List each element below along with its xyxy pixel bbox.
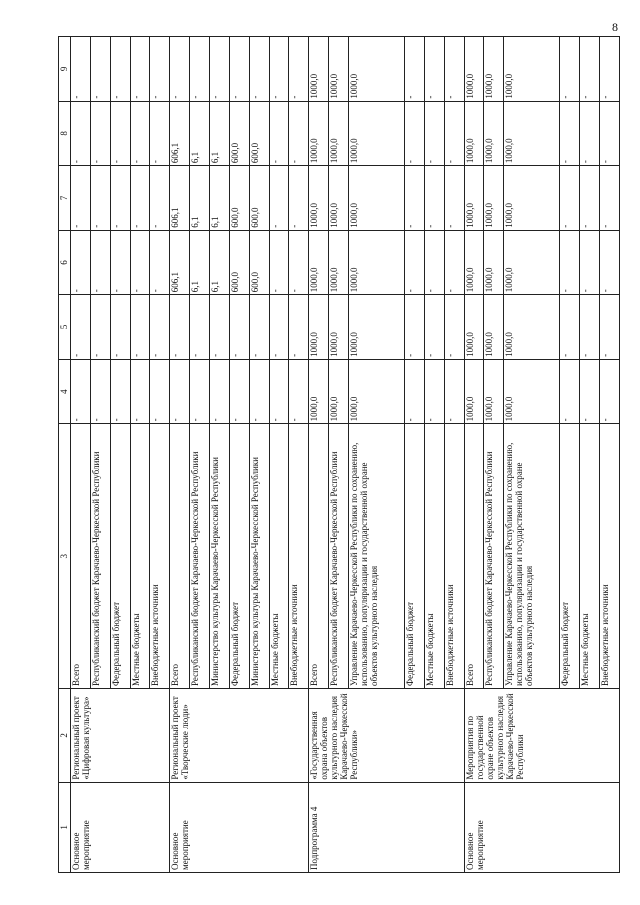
amount-cell: -: [71, 166, 91, 231]
funding-source-label: Внебюджетные источники: [150, 424, 170, 689]
amount-cell: 1000,0: [484, 37, 504, 102]
amount-cell: 1000,0: [349, 37, 405, 102]
funding-source-label: Федеральный бюджет: [405, 424, 425, 689]
col-header: 3: [59, 424, 71, 689]
funding-source-label: Республиканский бюджет Карачаево-Черкесской Республики: [190, 424, 210, 689]
amount-cell: -: [580, 101, 600, 166]
amount-cell: 6,1: [210, 166, 230, 231]
amount-cell: -: [289, 37, 309, 102]
amount-cell: -: [560, 230, 580, 295]
amount-cell: 1000,0: [329, 101, 349, 166]
amount-cell: 1000,0: [349, 101, 405, 166]
amount-cell: -: [71, 295, 91, 360]
row-group-name: Региональный проект «Творческие люди»: [170, 689, 309, 783]
amount-cell: -: [249, 359, 269, 424]
funding-source-label: Внебюджетные источники: [289, 424, 309, 689]
amount-cell: -: [560, 101, 580, 166]
amount-cell: 1000,0: [484, 359, 504, 424]
amount-cell: -: [424, 101, 444, 166]
amount-cell: -: [269, 230, 289, 295]
amount-cell: 600,0: [229, 230, 249, 295]
funding-source-label: Всего: [170, 424, 190, 689]
amount-cell: -: [560, 37, 580, 102]
amount-cell: 1000,0: [349, 166, 405, 231]
amount-cell: -: [90, 101, 110, 166]
amount-cell: -: [110, 37, 130, 102]
amount-cell: 606,1: [170, 230, 190, 295]
amount-cell: -: [110, 166, 130, 231]
amount-cell: -: [289, 359, 309, 424]
amount-cell: -: [405, 359, 425, 424]
amount-cell: -: [599, 166, 619, 231]
col-header: 8: [59, 101, 71, 166]
funding-source-label: Федеральный бюджет: [110, 424, 130, 689]
header-row: [59, 37, 71, 873]
amount-cell: -: [170, 295, 190, 360]
row-group-name: Мероприятия по государственной охране объектов культурного наследия Карачаево-Черкесской Республики: [464, 689, 619, 783]
amount-cell: 1000,0: [504, 230, 560, 295]
amount-cell: -: [560, 166, 580, 231]
amount-cell: -: [289, 101, 309, 166]
amount-cell: -: [190, 37, 210, 102]
amount-cell: -: [150, 37, 170, 102]
amount-cell: 1000,0: [349, 230, 405, 295]
row-group-type: Основное мероприятие: [464, 782, 619, 872]
amount-cell: 1000,0: [349, 359, 405, 424]
amount-cell: -: [269, 359, 289, 424]
amount-cell: -: [269, 166, 289, 231]
amount-cell: 1000,0: [329, 37, 349, 102]
amount-cell: -: [249, 295, 269, 360]
funding-source-label: Местные бюджеты: [580, 424, 600, 689]
amount-cell: -: [580, 359, 600, 424]
amount-cell: -: [444, 295, 464, 360]
amount-cell: 600,0: [229, 166, 249, 231]
funding-source-label: Всего: [309, 424, 329, 689]
amount-cell: -: [90, 359, 110, 424]
funding-source-label: Федеральный бюджет: [229, 424, 249, 689]
table-row: [464, 37, 484, 873]
amount-cell: -: [560, 359, 580, 424]
amount-cell: -: [580, 295, 600, 360]
amount-cell: -: [405, 166, 425, 231]
amount-cell: -: [599, 101, 619, 166]
amount-cell: -: [444, 359, 464, 424]
row-group-type: Основное мероприятие: [170, 782, 309, 872]
amount-cell: 1000,0: [309, 295, 329, 360]
amount-cell: -: [580, 230, 600, 295]
amount-cell: -: [210, 37, 230, 102]
amount-cell: 1000,0: [464, 101, 484, 166]
page-number: 8: [612, 20, 618, 34]
amount-cell: 1000,0: [464, 166, 484, 231]
row-group-name: «Государственная охрана объектов культурного наследия Карачаево-Черкесской Республики»: [309, 689, 464, 783]
amount-cell: -: [90, 166, 110, 231]
amount-cell: -: [210, 359, 230, 424]
amount-cell: -: [560, 295, 580, 360]
amount-cell: 606,1: [170, 101, 190, 166]
amount-cell: -: [229, 295, 249, 360]
amount-cell: 1000,0: [464, 37, 484, 102]
amount-cell: -: [289, 166, 309, 231]
amount-cell: 1000,0: [464, 359, 484, 424]
col-header: 6: [59, 230, 71, 295]
amount-cell: -: [599, 230, 619, 295]
amount-cell: -: [424, 166, 444, 231]
amount-cell: -: [249, 37, 269, 102]
amount-cell: 6,1: [210, 101, 230, 166]
table-row: [71, 37, 91, 873]
amount-cell: 1000,0: [504, 359, 560, 424]
amount-cell: 606,1: [170, 166, 190, 231]
funding-source-label: Министерство культуры Карачаево-Черкесской Республики: [210, 424, 230, 689]
amount-cell: -: [170, 359, 190, 424]
amount-cell: -: [210, 295, 230, 360]
amount-cell: -: [444, 166, 464, 231]
amount-cell: -: [150, 101, 170, 166]
amount-cell: -: [170, 37, 190, 102]
amount-cell: -: [71, 101, 91, 166]
amount-cell: -: [424, 359, 444, 424]
amount-cell: -: [424, 37, 444, 102]
col-header: 4: [59, 359, 71, 424]
col-header: 7: [59, 166, 71, 231]
funding-source-label: Министерство культуры Карачаево-Черкесской Республики: [249, 424, 269, 689]
amount-cell: -: [580, 37, 600, 102]
funding-source-label: Управление Карачаево-Черкесской Республики по сохранению, использованию, популяризации и государственной охране объектов культурного наследия: [504, 424, 560, 689]
amount-cell: 600,0: [249, 230, 269, 295]
funding-source-label: Всего: [464, 424, 484, 689]
amount-cell: -: [269, 295, 289, 360]
amount-cell: 1000,0: [309, 37, 329, 102]
amount-cell: -: [444, 230, 464, 295]
table-row: [170, 37, 190, 873]
amount-cell: 1000,0: [309, 166, 329, 231]
row-group-type: Основное мероприятие: [71, 782, 170, 872]
amount-cell: -: [90, 230, 110, 295]
funding-source-label: Местные бюджеты: [269, 424, 289, 689]
amount-cell: 1000,0: [504, 166, 560, 231]
amount-cell: 600,0: [249, 101, 269, 166]
amount-cell: 1000,0: [329, 359, 349, 424]
col-header: 5: [59, 295, 71, 360]
amount-cell: -: [405, 37, 425, 102]
amount-cell: -: [110, 230, 130, 295]
amount-cell: 1000,0: [504, 37, 560, 102]
amount-cell: 1000,0: [349, 295, 405, 360]
amount-cell: -: [229, 37, 249, 102]
amount-cell: 1000,0: [484, 230, 504, 295]
amount-cell: -: [580, 166, 600, 231]
amount-cell: 6,1: [190, 166, 210, 231]
funding-source-label: Республиканский бюджет Карачаево-Черкесской Республики: [90, 424, 110, 689]
amount-cell: -: [269, 37, 289, 102]
amount-cell: 1000,0: [464, 295, 484, 360]
amount-cell: -: [405, 230, 425, 295]
table-row: [309, 37, 329, 873]
amount-cell: -: [190, 359, 210, 424]
amount-cell: 600,0: [249, 166, 269, 231]
amount-cell: -: [130, 295, 150, 360]
col-header: 1: [59, 782, 71, 872]
funding-source-label: Республиканский бюджет Карачаево-Черкесской Республики: [329, 424, 349, 689]
amount-cell: -: [289, 230, 309, 295]
row-group-name: Региональный проект «Цифровая культура»: [71, 689, 170, 783]
amount-cell: -: [130, 166, 150, 231]
funding-source-label: Внебюджетные источники: [599, 424, 619, 689]
amount-cell: 1000,0: [309, 101, 329, 166]
funding-source-label: Республиканский бюджет Карачаево-Черкесской Республики: [484, 424, 504, 689]
amount-cell: 1000,0: [464, 230, 484, 295]
amount-cell: -: [150, 230, 170, 295]
amount-cell: 1000,0: [329, 166, 349, 231]
amount-cell: -: [71, 230, 91, 295]
amount-cell: -: [599, 295, 619, 360]
row-group-type: Подпрограмма 4: [309, 782, 464, 872]
amount-cell: 1000,0: [484, 295, 504, 360]
amount-cell: -: [150, 359, 170, 424]
amount-cell: -: [90, 37, 110, 102]
amount-cell: 6,1: [190, 101, 210, 166]
amount-cell: -: [90, 295, 110, 360]
amount-cell: 600,0: [229, 101, 249, 166]
amount-cell: 1000,0: [309, 230, 329, 295]
col-header: 2: [59, 689, 71, 783]
amount-cell: -: [599, 359, 619, 424]
amount-cell: 1000,0: [504, 295, 560, 360]
funding-source-label: Внебюджетные источники: [444, 424, 464, 689]
amount-cell: 1000,0: [504, 101, 560, 166]
amount-cell: 1000,0: [329, 295, 349, 360]
amount-cell: 1000,0: [484, 166, 504, 231]
amount-cell: -: [405, 295, 425, 360]
amount-cell: -: [405, 101, 425, 166]
funding-source-label: Местные бюджеты: [130, 424, 150, 689]
amount-cell: -: [190, 295, 210, 360]
amount-cell: -: [110, 359, 130, 424]
amount-cell: -: [424, 295, 444, 360]
amount-cell: -: [71, 359, 91, 424]
amount-cell: -: [110, 295, 130, 360]
amount-cell: -: [444, 37, 464, 102]
rotated-page: [58, 36, 620, 873]
amount-cell: -: [289, 295, 309, 360]
funding-source-label: Федеральный бюджет: [560, 424, 580, 689]
amount-cell: 1000,0: [329, 230, 349, 295]
budget-table: [58, 36, 620, 873]
amount-cell: -: [150, 166, 170, 231]
amount-cell: -: [269, 101, 289, 166]
amount-cell: -: [444, 101, 464, 166]
amount-cell: -: [424, 230, 444, 295]
amount-cell: 1000,0: [309, 359, 329, 424]
amount-cell: -: [130, 37, 150, 102]
amount-cell: -: [71, 37, 91, 102]
amount-cell: -: [130, 359, 150, 424]
amount-cell: -: [130, 101, 150, 166]
amount-cell: 6,1: [190, 230, 210, 295]
funding-source-label: Всего: [71, 424, 91, 689]
amount-cell: -: [229, 359, 249, 424]
amount-cell: -: [599, 37, 619, 102]
amount-cell: 6,1: [210, 230, 230, 295]
amount-cell: -: [150, 295, 170, 360]
funding-source-label: Местные бюджеты: [424, 424, 444, 689]
amount-cell: 1000,0: [484, 101, 504, 166]
amount-cell: -: [130, 230, 150, 295]
funding-source-label: Управление Карачаево-Черкесской Республики по сохранению, использованию, популяризации и государственной охране объектов культурного наследия: [349, 424, 405, 689]
amount-cell: -: [110, 101, 130, 166]
col-header: 9: [59, 37, 71, 102]
